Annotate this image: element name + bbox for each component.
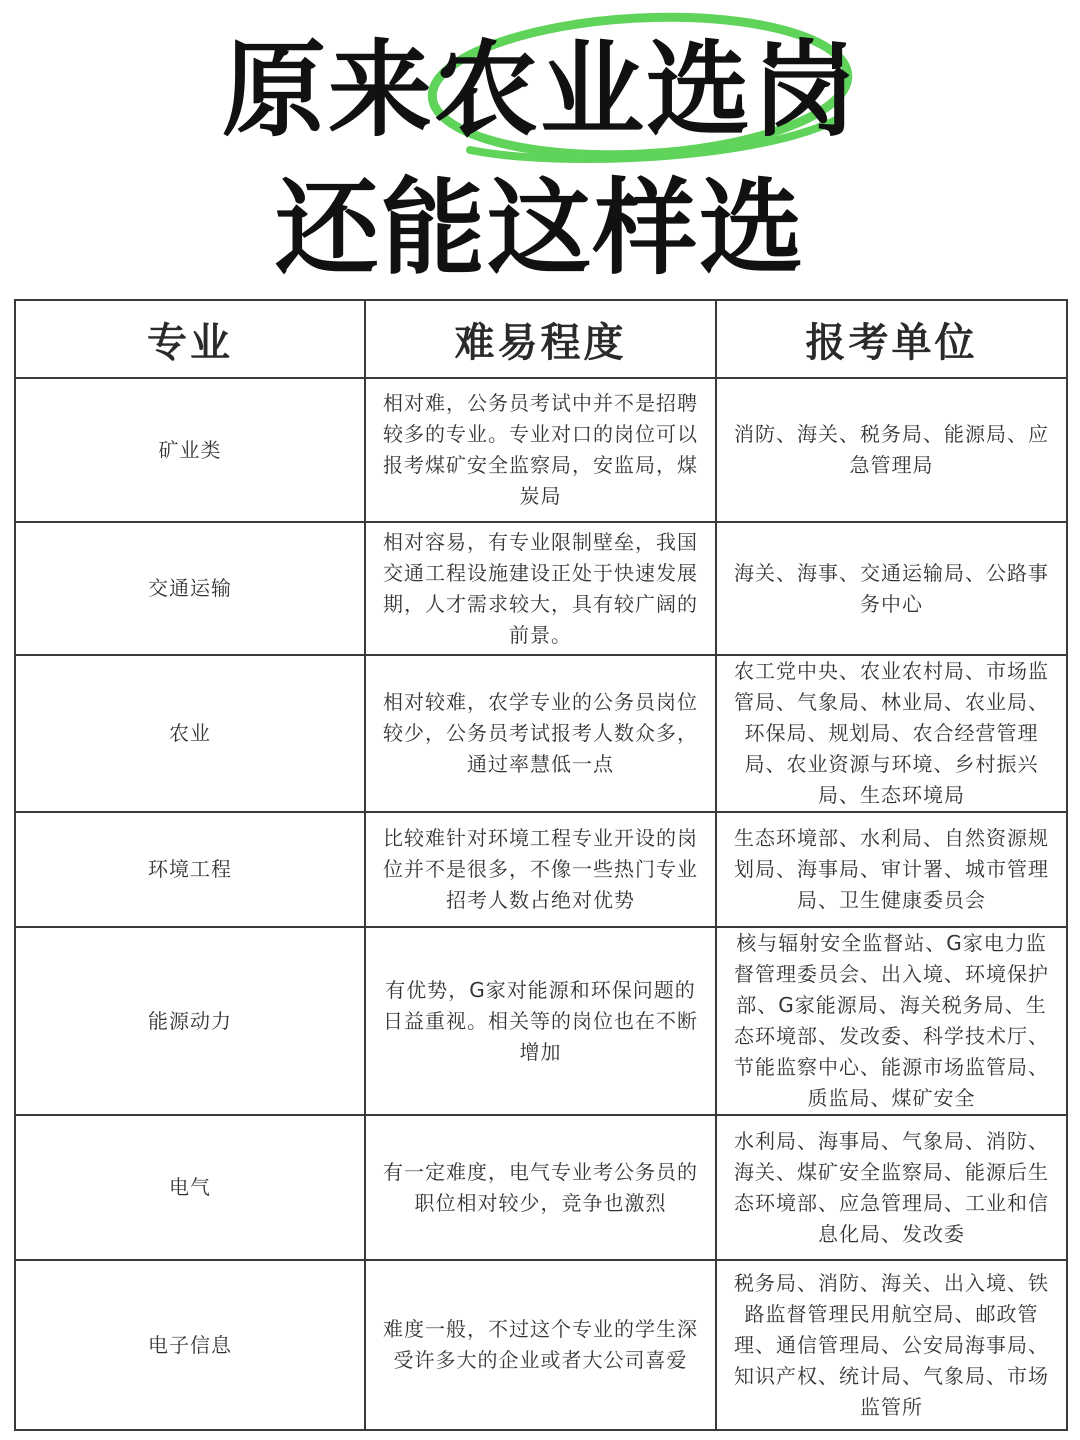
cell-difficulty: 比较难针对环境工程专业开设的岗位并不是很多，不像一些热门专业招考人数占绝对优势 — [365, 812, 716, 927]
cell-units: 水利局、海事局、气象局、消防、海关、煤矿安全监察局、能源后生态环境部、应急管理局、工业和信息化局、发改委 — [716, 1115, 1067, 1260]
cell-units: 消防、海关、税务局、能源局、应急管理局 — [716, 378, 1067, 522]
cell-difficulty: 相对较难，农学专业的公务员岗位较少，公务员考试报考人数众多，通过率慧低一点 — [365, 655, 716, 812]
cell-units: 生态环境部、水利局、自然资源规划局、海事局、审计署、城市管理局、卫生健康委员会 — [716, 812, 1067, 927]
cell-major: 环境工程 — [15, 812, 365, 927]
major-comparison-table — [14, 299, 1068, 1431]
cell-major: 电气 — [15, 1115, 365, 1260]
table-row — [15, 522, 1067, 655]
cell-difficulty: 有优势，G家对能源和环保问题的日益重视。相关等的岗位也在不断增加 — [365, 927, 716, 1115]
cell-difficulty: 有一定难度，电气专业考公务员的职位相对较少，竞争也激烈 — [365, 1115, 716, 1260]
cell-units: 农工党中央、农业农村局、市场监管局、气象局、林业局、农业局、环保局、规划局、农合经营管理局、农业资源与环境、乡村振兴局、生态环境局 — [716, 655, 1067, 812]
table-row — [15, 655, 1067, 812]
title-area — [0, 0, 1080, 300]
table-header-row — [15, 300, 1067, 378]
cell-difficulty: 难度一般，不过这个专业的学生深受许多大的企业或者大公司喜爱 — [365, 1260, 716, 1430]
title-line-2: 还能这样选 — [274, 167, 805, 289]
cell-units: 海关、海事、交通运输局、公路事务中心 — [716, 522, 1067, 655]
cell-major: 交通运输 — [15, 522, 365, 655]
header-major: 专业 — [15, 300, 365, 378]
cell-difficulty: 相对容易，有专业限制壁垒，我国交通工程设施建设正处于快速发展期，人才需求较大，具有较广阔的前景。 — [365, 522, 716, 655]
table-row — [15, 378, 1067, 522]
header-difficulty: 难易程度 — [365, 300, 716, 378]
header-units: 报考单位 — [716, 300, 1067, 378]
table-row — [15, 1115, 1067, 1260]
cell-major: 能源动力 — [15, 927, 365, 1115]
table-row — [15, 927, 1067, 1115]
cell-major: 矿业类 — [15, 378, 365, 522]
table-row — [15, 1260, 1067, 1430]
cell-difficulty: 相对难，公务员考试中并不是招聘较多的专业。专业对口的岗位可以报考煤矿安全监察局，安监局，煤炭局 — [365, 378, 716, 522]
cell-major: 电子信息 — [15, 1260, 365, 1430]
cell-units: 核与辐射安全监督站、G家电力监督管理委员会、出入境、环境保护部、G家能源局、海关税务局、生态环境部、发改委、科学技术厅、节能监察中心、能源市场监管局、质监局、煤矿安全 — [716, 927, 1067, 1115]
title-line-1: 原来农业选岗 — [221, 29, 858, 151]
cell-major: 农业 — [15, 655, 365, 812]
cell-units: 税务局、消防、海关、出入境、铁路监督管理民用航空局、邮政管理、通信管理局、公安局海事局、知识产权、统计局、气象局、市场监管所 — [716, 1260, 1067, 1430]
table-row — [15, 812, 1067, 927]
